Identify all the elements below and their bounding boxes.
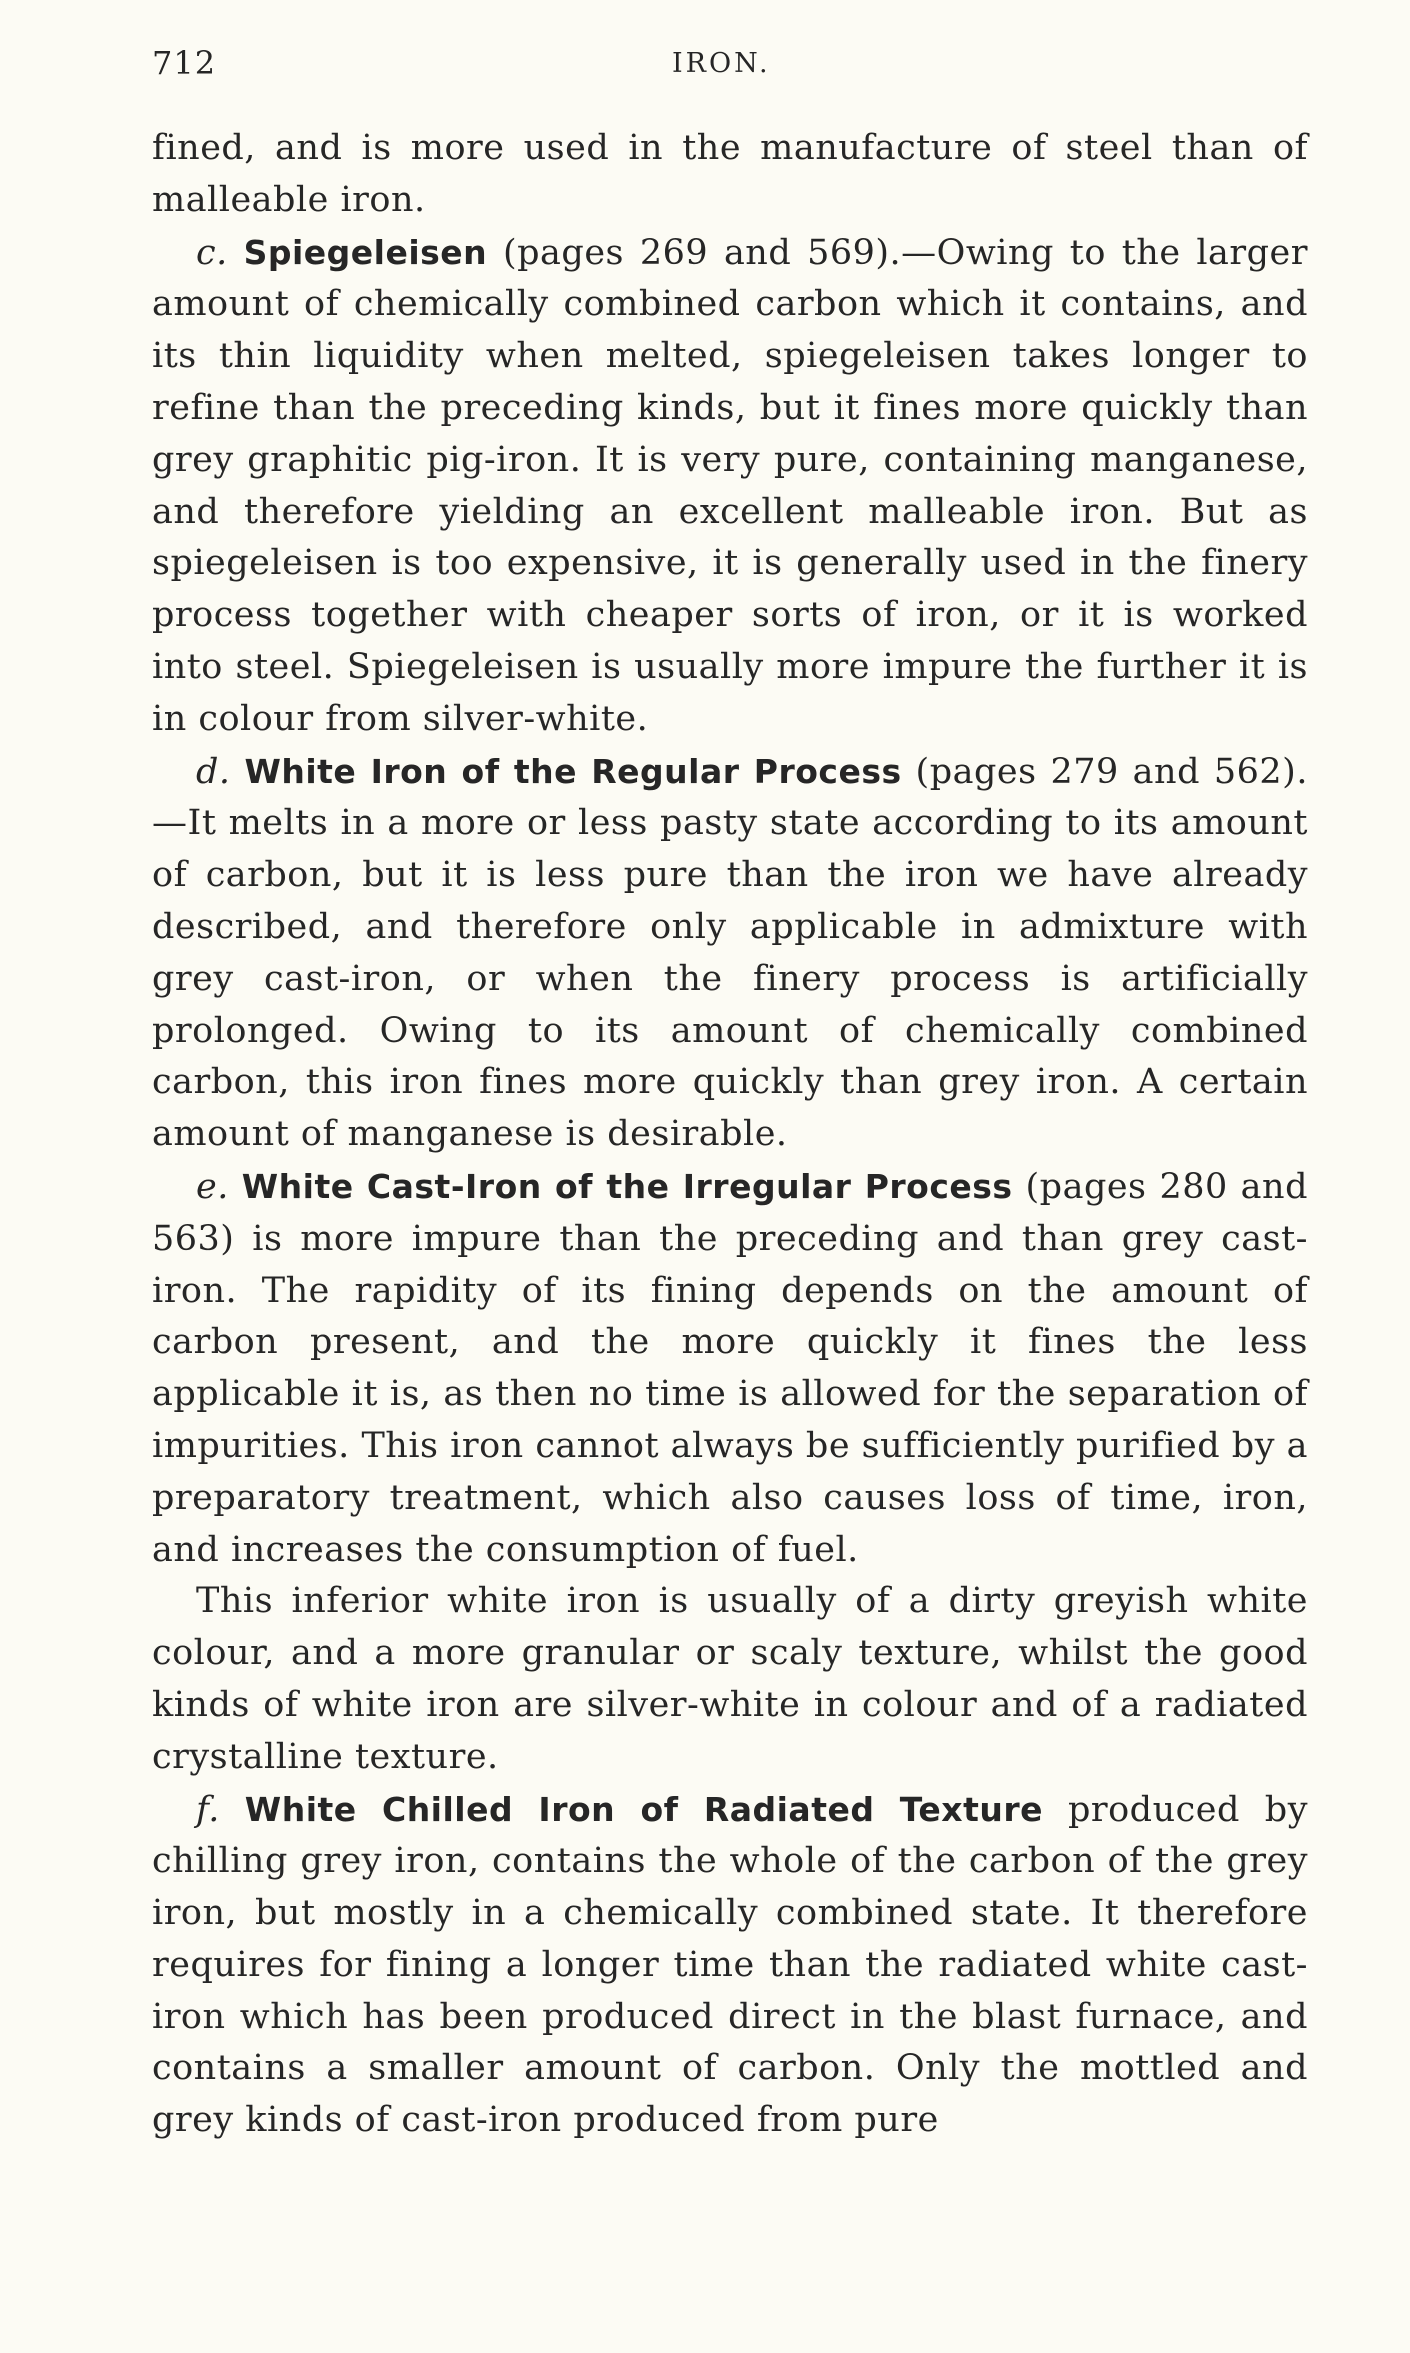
paragraph-text: (pages 280 and 563) is more impure than the preceding and than grey cast-iron. The rapidity of its fining depends on the amount of carbon present, and the more quickly it fines the less applicable it is, as then no time is allowed for the separation of impurities. This iron cannot always be sufficiently purified by a preparatory treatment, which also causes loss of time, iron, and increases the consumption of fuel. (152, 1166, 1308, 1570)
paragraph-heading: Spiegeleisen (243, 232, 488, 272)
paragraph-text: produced by chilling grey iron, contains the whole of the carbon of the grey iron, but mostly in a chemically combined state. It therefore requires for fining a longer time than the radiated white cast-iron which has been produced direct in the blast furnace, and contains a smaller amount of carbon. Only the mottled and grey kinds of cast-iron produced from pure (152, 1789, 1308, 2141)
page-number: 712 (152, 44, 217, 82)
paragraph (152, 227, 1308, 746)
running-head: IRON. (672, 48, 771, 79)
paragraph-text: (pages 279 and 562).—It melts in a more or less pasty state according to its amount of carbon, but it is less pure than the iron we have already described, and therefore only applicable in admixture with grey cast-iron, or when the finery process is artificially prolonged. Owing to its amount of chemically combined carbon, this iron fines more quickly than grey iron. A certain amount of manganese is desirable. (152, 751, 1308, 1155)
page-header (152, 44, 1312, 84)
paragraph-text: This inferior white iron is usually of a dirty greyish white colour, and a more granular or scaly texture, whilst the good kinds of white iron are silver-white in colour and of a radiated crystalline texture. (152, 1581, 1308, 1777)
body-text (152, 123, 1308, 2147)
enumeration-label: f. (196, 1789, 220, 1830)
enumeration-label: e. (196, 1166, 229, 1207)
paragraph (152, 746, 1308, 1161)
paragraph (152, 1784, 1308, 2148)
enumeration-label: d. (196, 751, 231, 792)
paragraph-heading: White Iron of the Regular Process (244, 751, 902, 791)
paragraph (152, 1576, 1308, 1783)
paragraph (152, 123, 1308, 227)
paragraph-heading: White Chilled Iron of Radiated Texture (244, 1789, 1044, 1829)
paragraph (152, 1161, 1308, 1576)
enumeration-label: c. (196, 232, 228, 273)
paragraph-heading: White Cast-Iron of the Irregular Process (241, 1166, 1013, 1206)
paragraph-text: (pages 269 and 569).—Owing to the larger amount of chemically combined carbon which it contains, and its thin liquidity when melted, spiegeleisen takes longer to refine than the preceding kinds, but it fines more quickly than grey graphitic pig-iron. It is very pure, containing manganese, and therefore yielding an excellent malleable iron. But as spiegeleisen is too expensive, it is generally used in the finery process together with cheaper sorts of iron, or it is worked into steel. Spiegeleisen is usually more impure the further it is in colour from silver-white. (152, 232, 1308, 739)
paragraph-text: fined, and is more used in the manufacture of steel than of malleable iron. (152, 128, 1308, 220)
